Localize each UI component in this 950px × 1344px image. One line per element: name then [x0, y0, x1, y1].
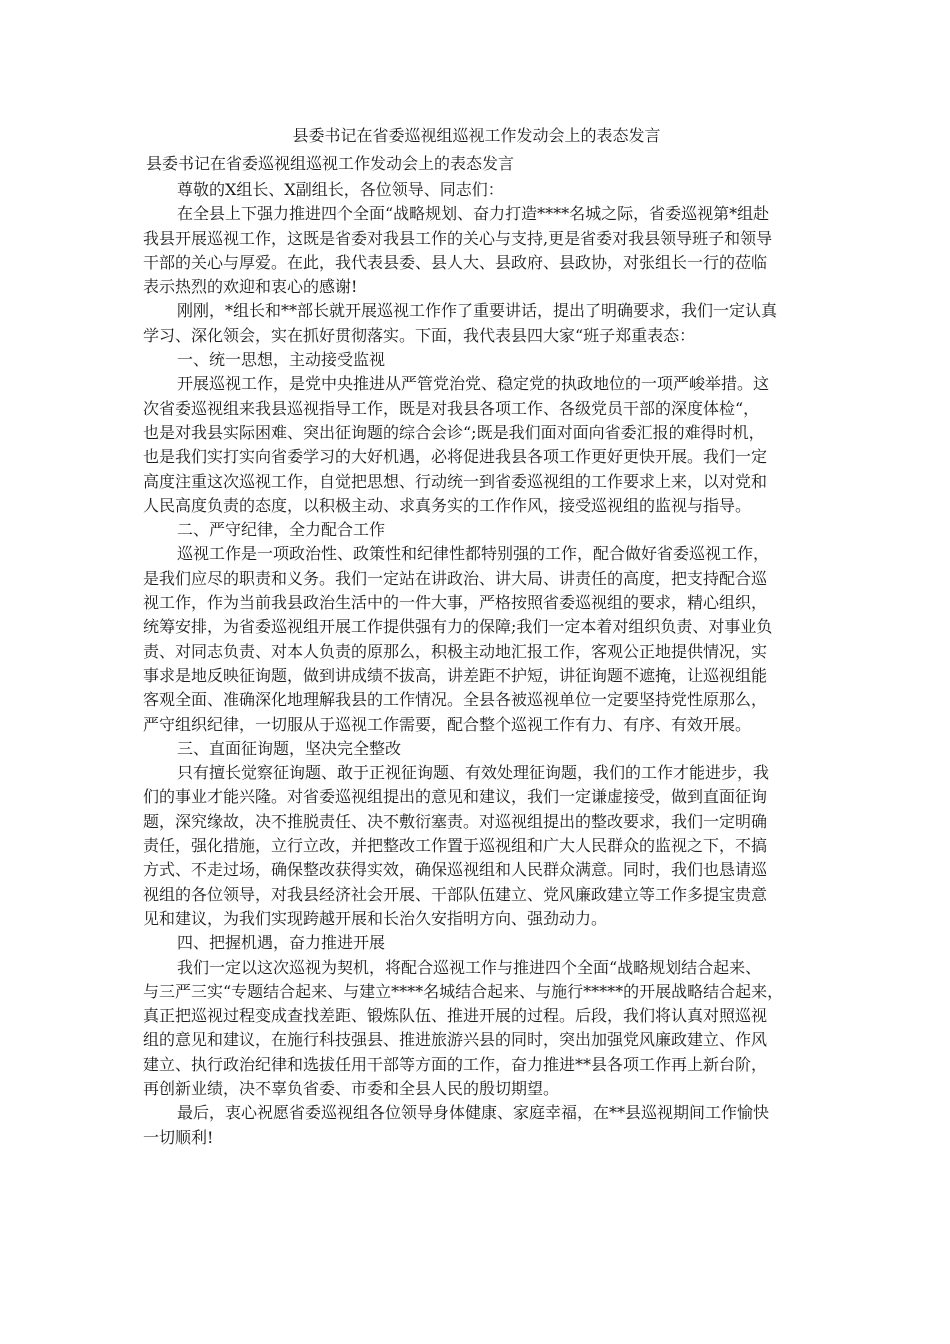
body-line: 们的事业才能兴隆。对省委巡视组提出的意见和建议，我们一定谦虚接受，做到直面征询 [143, 787, 768, 807]
body-line: 四、把握机遇，奋力推进开展 [177, 933, 386, 953]
body-line: 是我们应尽的职责和义务。我们一定站在讲政治、讲大局、讲责任的高度，把支持配合巡 [143, 568, 768, 588]
body-line: 也是我们实打实向省委学习的大好机遇，必将促进我县各项工作更好更快开展。我们一定 [143, 447, 768, 467]
body-line: 我县开展巡视工作，这既是省委对我县工作的关心与支持,更是省委对我县领导班子和领导 [143, 228, 773, 248]
body-line: 视组的各位领导，对我县经济社会开展、干部队伍建立、党风廉政建立等工作多提宝贵意 [143, 884, 768, 904]
body-line: 客观全面、准确深化地理解我县的工作情况。全县各被巡视单位一定要坚持党性原那么， [143, 690, 768, 710]
body-line: 只有擅长觉察征询题、敢于正视征询题、有效处理征询题，我们的工作才能进步，我 [177, 763, 770, 783]
body-line: 二、严守纪律，全力配合工作 [177, 520, 386, 540]
body-line: 事求是地反映征询题，做到讲成绩不拔高，讲差距不护短，讲征询题不遮掩，让巡视组能 [143, 665, 768, 685]
body-line: 题，深究缘故，决不推脱责任、决不敷衍塞责。对巡视组提出的整改要求，我们一定明确 [143, 811, 768, 831]
document-title: 县委书记在省委巡视组巡视工作发动会上的表态发言 [292, 126, 661, 145]
body-line: 建立、执行政治纪律和选拔任用干部等方面的工作，奋力推进**县各项工作再上新台阶， [143, 1054, 768, 1074]
body-line: 与三严三实“专题结合起来、与建立****名城结合起来、与施行*****的开展战略结合起来， [143, 981, 784, 1001]
body-line: 刚刚，*组长和**部长就开展巡视工作作了重要讲话，提出了明确要求，我们一定认真 [177, 301, 778, 321]
body-line: 尊敬的X组长、X副组长，各位领导、同志们： [177, 180, 504, 199]
body-line: 三、直面征询题，坚决完全整改 [177, 738, 402, 758]
body-line: 责任，强化措施，立行立改，并把整改工作置于巡视组和广大人民群众的监视之下，不搞 [143, 836, 768, 856]
body-line: 人民高度负责的态度，以积极主动、求真务实的工作作风，接受巡视组的监视与指导。 [143, 495, 752, 515]
body-line: 在全县上下强力推进四个全面“战略规划、奋力打造****名城之际，省委巡视第*组赴 [177, 204, 770, 224]
body-line: 巡视工作是一项政治性、政策性和纪律性都特别强的工作，配合做好省委巡视工作， [177, 544, 770, 564]
body-line: 开展巡视工作，是党中央推进从严管党治党、稳定党的执政地位的一项严峻举措。这 [177, 374, 770, 394]
body-line: 见和建议，为我们实现跨越开展和长治久安指明方向、强劲动力。 [143, 908, 608, 928]
body-line: 严守组织纪律，一切服从于巡视工作需要，配合整个巡视工作有力、有序、有效开展。 [143, 714, 752, 734]
body-line: 真正把巡视过程变成查找差距、锻炼队伍、推进开展的过程。后段，我们将认真对照巡视 [143, 1006, 768, 1026]
body-line: 视工作，作为当前我县政治生活中的一件大事，严格按照省委巡视组的要求，精心组织， [143, 593, 768, 613]
body-line: 表示热烈的欢迎和衷心的感谢! [143, 277, 358, 297]
body-line: 高度注重这次巡视工作，自觉把思想、行动统一到省委巡视组的工作要求上来，以对党和 [143, 471, 768, 491]
document-page [143, 124, 810, 1150]
body-line: 再创新业绩，决不辜负省委、市委和全县人民的殷切期望。 [143, 1078, 560, 1098]
body-line: 次省委巡视组来我县巡视指导工作，既是对我县各项工作、各级党员干部的深度体检“， [143, 398, 760, 418]
document-body [143, 178, 810, 1150]
body-line: 我们一定以这次巡视为契机，将配合巡视工作与推进四个全面“战略规划结合起来、 [177, 957, 762, 977]
body-line: 一、统一思想，主动接受监视 [177, 350, 386, 370]
body-line: 责、对同志负责、对本人负责的原那么，积极主动地汇报工作，客观公正地提供情况，实 [143, 641, 768, 661]
body-line: 统筹安排，为省委巡视组开展工作提供强有力的保障;我们一定本着对组织负责、对事业负 [143, 617, 773, 637]
body-line: 组的意见和建议，在施行科技强县、推进旅游兴县的同时，突出加强党风廉政建立、作风 [143, 1030, 768, 1050]
body-line: 最后，衷心祝愿省委巡视组各位领导身体健康、家庭幸福，在**县巡视期间工作愉快 [177, 1103, 770, 1123]
body-line: 干部的关心与厚爱。在此，我代表县委、县人大、县政府、县政协，对张组长一行的莅临 [143, 252, 768, 272]
document-subtitle: 县委书记在省委巡视组巡视工作发动会上的表态发言 [146, 154, 515, 173]
body-line: 一切顺利! [143, 1127, 214, 1147]
body-line: 也是对我县实际困难、突出征询题的综合会诊“;既是我们面对面向省委汇报的难得时机， [143, 422, 765, 442]
body-line: 方式、不走过场，确保整改获得实效，确保巡视组和人民群众满意。同时，我们也恳请巡 [143, 860, 768, 880]
body-line: 学习、深化领会，实在抓好贯彻落实。下面，我代表县四大家“班子郑重表态： [143, 325, 696, 345]
